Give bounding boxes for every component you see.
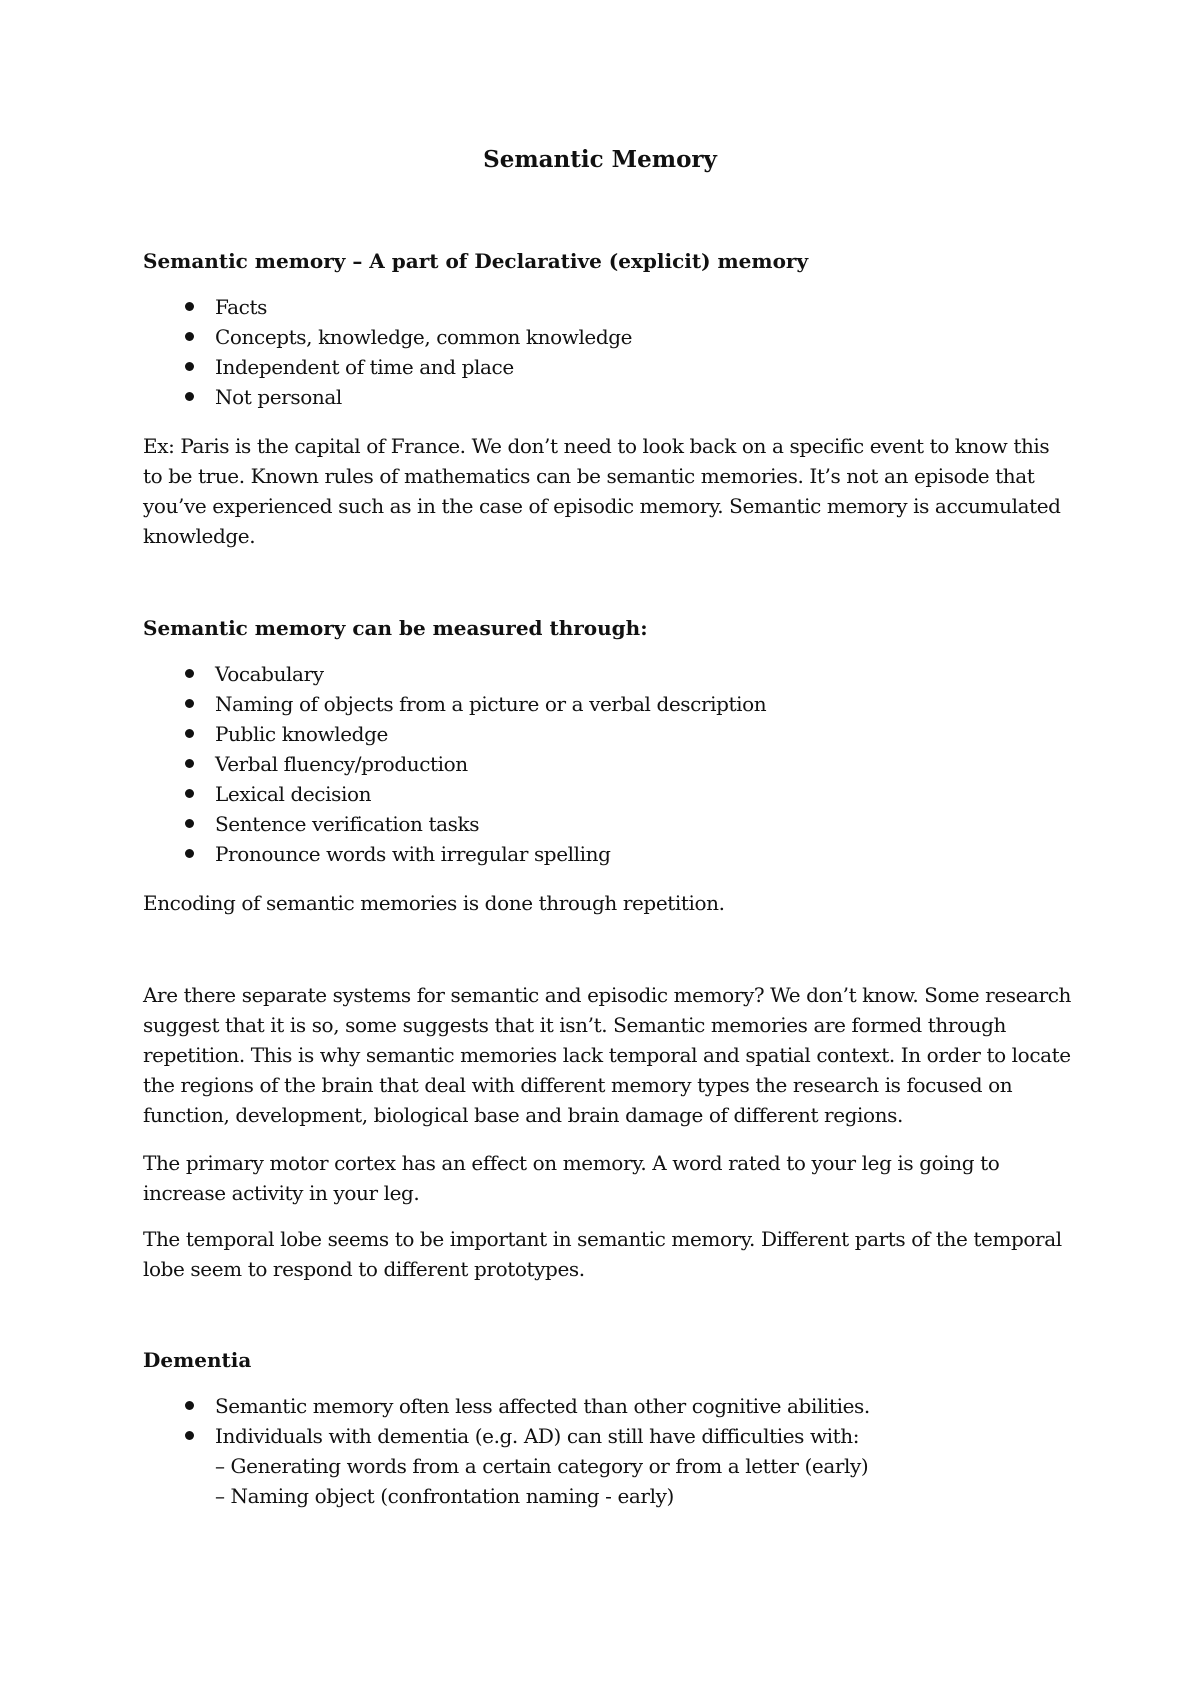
list-item: Sentence verification tasks: [143, 809, 766, 839]
bullet-icon: [185, 759, 194, 768]
bullet-icon: [185, 849, 194, 858]
bullet-icon: [185, 1401, 194, 1410]
list-item: Concepts, knowledge, common knowledge: [143, 322, 632, 352]
sub-item: – Generating words from a certain category or from a letter (early): [215, 1454, 869, 1478]
page-title: Semantic Memory: [483, 146, 717, 173]
bullet-icon: [185, 332, 194, 341]
temporal-lobe-paragraph: The temporal lobe seems to be important in semantic memory. Different parts of the temporal lobe seem to respond to different prototypes.: [143, 1227, 1062, 1281]
list-item: Semantic memory often less affected than other cognitive abilities.: [143, 1391, 870, 1421]
section-heading-declarative: Semantic memory – A part of Declarative (explicit) memory: [143, 249, 809, 273]
motor-cortex-paragraph: The primary motor cortex has an effect on memory. A word rated to your leg is going to increase activity in your leg.: [143, 1151, 1000, 1205]
list-item: Independent of time and place: [143, 352, 632, 382]
list-item: Public knowledge: [143, 719, 766, 749]
bullet-icon: [185, 819, 194, 828]
measurement-list: [143, 659, 766, 869]
declarative-features-list: [143, 292, 632, 412]
encoding-paragraph: Encoding of semantic memories is done through repetition.: [143, 891, 725, 915]
bullet-icon: [185, 789, 194, 798]
bullet-icon: [185, 699, 194, 708]
section-heading-dementia: Dementia: [143, 1348, 252, 1372]
example-paragraph: Ex: Paris is the capital of France. We don’t need to look back on a specific event to know this to be true. Known rules of mathematics can be semantic memories. It’s not an episode that you’ve experienced such as in the case of episodic memory. Semantic memory is accumulated knowledge.: [143, 434, 1061, 548]
section-heading-measurement: Semantic memory can be measured through:: [143, 616, 648, 640]
bullet-icon: [185, 669, 194, 678]
list-item: Pronounce words with irregular spelling: [143, 839, 766, 869]
bullet-icon: [185, 1431, 194, 1440]
list-item: Naming of objects from a picture or a verbal description: [143, 689, 766, 719]
list-item: Not personal: [143, 382, 632, 412]
list-item: Verbal fluency/production: [143, 749, 766, 779]
systems-paragraph: Are there separate systems for semantic and episodic memory? We don’t know. Some research suggest that it is so, some suggests that it isn’t. Semantic memories are formed through repetition. This is why semantic memories lack temporal and spatial context. In order to locate the regions of the brain that deal with different memory types the research is focused on function, development, biological base and brain damage of different regions.: [143, 983, 1072, 1127]
bullet-icon: [185, 392, 194, 401]
list-item: Facts: [143, 292, 632, 322]
bullet-icon: [185, 302, 194, 311]
bullet-icon: [185, 729, 194, 738]
dementia-list: [143, 1391, 870, 1511]
list-item: Individuals with dementia (e.g. AD) can still have difficulties with: – Generating words from a certain category or from a letter (early) – Naming object (confrontation naming - early): [143, 1421, 870, 1511]
list-item: Vocabulary: [143, 659, 766, 689]
sub-item: – Naming object (confrontation naming - early): [215, 1484, 674, 1508]
bullet-icon: [185, 362, 194, 371]
list-item: Lexical decision: [143, 779, 766, 809]
